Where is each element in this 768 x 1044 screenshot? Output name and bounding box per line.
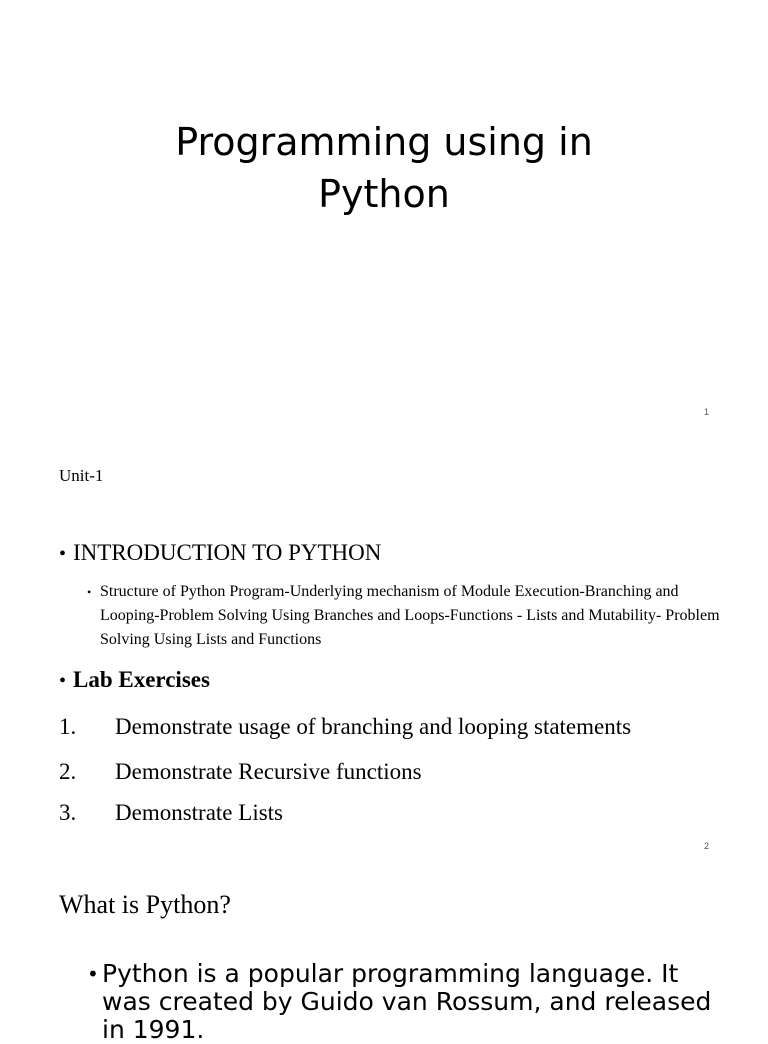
lab-item-text: Demonstrate Lists <box>115 800 283 825</box>
topic-list-item <box>87 580 727 652</box>
bullet-icon: • <box>87 585 92 599</box>
lab-item <box>59 714 631 740</box>
bullet-icon: • <box>59 670 67 692</box>
lab-heading-text: Lab Exercises <box>73 667 210 692</box>
lab-item <box>59 759 422 785</box>
unit-label: Unit-1 <box>59 466 104 485</box>
lab-item-text: Demonstrate Recursive functions <box>115 759 422 784</box>
slide-title-line-2: Python <box>318 172 450 216</box>
lab-item-text: Demonstrate usage of branching and looping statements <box>115 714 632 739</box>
bullet-icon: • <box>59 543 67 565</box>
lab-item-number: 3. <box>59 800 77 825</box>
lab-item-number: 1. <box>59 714 77 739</box>
topic-text: Structure of Python Program-Underlying mechanism of Module Execution-Branching and Looping-Problem Solving Using Branches and Loops-Functions - Lists and Mutability- Problem Solving Using Lists and Functions <box>100 583 720 648</box>
bullet-icon: • <box>87 962 99 986</box>
lab-heading <box>59 667 210 693</box>
lab-item-number: 2. <box>59 759 77 784</box>
slide-title-line-1: Programming using in <box>175 120 593 164</box>
python-description-text: Python is a popular programming language. It was created by Guido van Rossum, and released in 1991. <box>102 959 712 1044</box>
python-description-item <box>87 960 727 1044</box>
section-heading-text: INTRODUCTION TO PYTHON <box>73 540 382 565</box>
section-heading <box>59 540 381 566</box>
lab-item <box>59 800 283 826</box>
page-number: 1 <box>704 407 710 417</box>
page-number: 2 <box>704 841 710 851</box>
slide-heading: What is Python? <box>59 890 231 919</box>
